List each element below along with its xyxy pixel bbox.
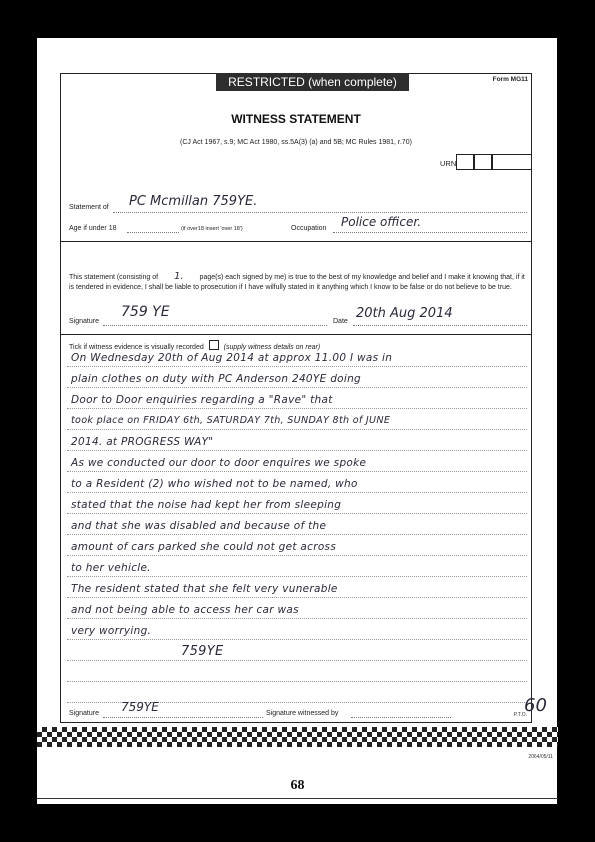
- statement-line: As we conducted our door to door enquires we spoke: [71, 457, 367, 469]
- ruled-line: [67, 513, 527, 514]
- footer-signature-line: [103, 717, 263, 718]
- date-value[interactable]: 20th Aug 2014: [356, 306, 453, 321]
- restricted-banner: RESTRICTED (when complete): [216, 73, 409, 91]
- statement-line: plain clothes on duty with PC Anderson 240YE doing: [71, 373, 362, 385]
- ruled-line: [67, 471, 527, 472]
- statement-line: stated that the noise had kept her from sleeping: [71, 499, 342, 511]
- act-reference: (CJ Act 1967, s.9; MC Act 1980, ss.5A(3) (a) and 5B; MC Rules 1981, r.70): [180, 139, 412, 146]
- ruled-line: [67, 366, 527, 367]
- statement-line: and not being able to access her car was: [71, 604, 299, 616]
- pto-label: P.T.O.: [513, 712, 527, 718]
- occupation-line: [333, 232, 527, 233]
- statement-line: amount of cars parked she could not get across: [71, 541, 337, 553]
- margin-number: 60: [524, 695, 547, 716]
- urn-box-3[interactable]: [492, 154, 532, 170]
- checker-strip: [37, 727, 558, 747]
- ruled-line: [67, 387, 527, 388]
- declaration-rest: page(s) each signed by me) is true to the best of my knowledge and belief and I make it knowing that, if it is tendered in evidence, I shall be liable to prosecution if I have wilfully stated in it anything which I know to be false or do not believe to be true.: [69, 274, 525, 291]
- ruled-line: [67, 618, 527, 619]
- statement-signature: 759YE: [181, 644, 224, 659]
- statement-line: and that she was disabled and because of the: [71, 520, 327, 532]
- statement-line: Door to Door enquiries regarding a "Rave" that: [71, 394, 333, 406]
- ruled-line: [67, 660, 527, 661]
- occupation-label: Occupation: [291, 225, 327, 232]
- document-page: [37, 38, 557, 804]
- divider-1: [61, 241, 531, 242]
- statement-of-value[interactable]: PC Mcmillan 759YE.: [129, 194, 258, 209]
- age-line: [127, 232, 179, 233]
- form-number: Form MG11: [492, 76, 528, 83]
- footer-signature-value[interactable]: 759YE: [121, 700, 159, 714]
- signature-value[interactable]: 759 YE: [121, 304, 170, 320]
- ruled-line: [67, 450, 527, 451]
- statement-line: The resident stated that she felt very vunerable: [71, 583, 338, 595]
- age-label: Age if under 18: [69, 225, 117, 232]
- urn-box-1[interactable]: [456, 154, 474, 170]
- form-code: 2064/05/11: [528, 754, 553, 760]
- witness-statement-form: [60, 73, 532, 723]
- statement-line: took place on FRIDAY 6th, SATURDAY 7th, SUNDAY 8th of JUNE: [71, 415, 391, 426]
- divider-2: [61, 334, 531, 335]
- ruled-line: [67, 639, 527, 640]
- urn-label: URN: [440, 159, 457, 168]
- witness-tick-label: Tick if witness evidence is visually recorded: [69, 344, 204, 351]
- declaration: [69, 272, 527, 292]
- signature-witnessed-line: [351, 717, 451, 718]
- pages-value[interactable]: 1.: [174, 271, 184, 282]
- ruled-line: [67, 429, 527, 430]
- statement-line: very worrying.: [71, 625, 152, 637]
- ruled-line: [67, 534, 527, 535]
- declaration-start: This statement (consisting of: [69, 274, 159, 281]
- statement-line: to her vehicle.: [71, 562, 151, 574]
- witness-tick-note: (supply witness details on rear): [223, 344, 321, 351]
- ruled-line: [67, 408, 527, 409]
- signature-witnessed-label: Signature witnessed by: [266, 710, 339, 717]
- form-title: WITNESS STATEMENT: [231, 112, 361, 126]
- ruled-line: [67, 576, 527, 577]
- statement-of-label: Statement of: [69, 204, 109, 211]
- witness-tick-row: [69, 340, 320, 351]
- age-note: (if over18 insert 'over 18'): [181, 226, 243, 232]
- statement-of-line: [113, 212, 527, 213]
- statement-line: to a Resident (2) who wished not to be named, who: [71, 478, 358, 490]
- witness-tick-checkbox[interactable]: [209, 340, 219, 350]
- footer-signature-label: Signature: [69, 710, 99, 717]
- occupation-value[interactable]: Police officer.: [341, 215, 422, 229]
- ruled-line: [67, 555, 527, 556]
- statement-line: 2014. at PROGRESS WAY": [71, 436, 214, 448]
- date-label: Date: [333, 318, 348, 325]
- ruled-line: [67, 597, 527, 598]
- signature-line: [103, 325, 327, 326]
- footer-rule: [37, 798, 558, 799]
- ruled-line: [67, 492, 527, 493]
- urn-box-2[interactable]: [474, 154, 492, 170]
- page-number: 68: [290, 778, 305, 793]
- date-line: [353, 325, 527, 326]
- signature-label: Signature: [69, 318, 99, 325]
- ruled-line: [67, 681, 527, 682]
- statement-line: On Wednesday 20th of Aug 2014 at approx 11.00 I was in: [71, 352, 393, 364]
